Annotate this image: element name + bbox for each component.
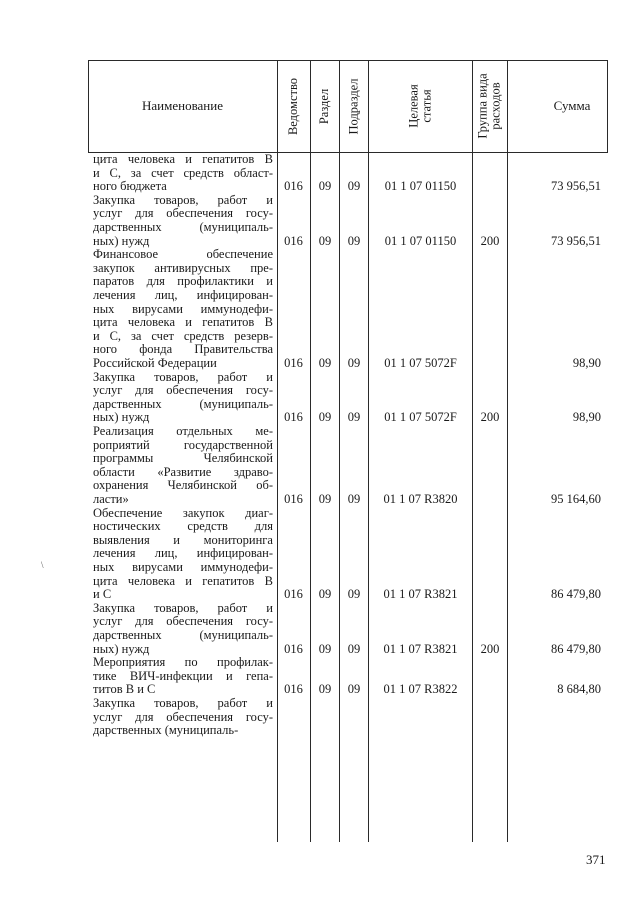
row-name-line: роприятий государственной — [93, 437, 273, 452]
row-name — [93, 425, 273, 507]
row-name-line: тике ВИЧ-инфекции и гепа- — [93, 668, 273, 683]
row-name-line: ностических средств для — [93, 519, 273, 534]
table-row — [0, 194, 640, 248]
row-sum: 95 164,60 — [551, 492, 601, 506]
row-dept: 016 — [284, 587, 303, 602]
row-group: 200 — [480, 410, 500, 425]
header-group — [473, 60, 507, 152]
row-name — [93, 371, 273, 425]
row-section: 09 — [318, 233, 332, 248]
header-section — [311, 60, 339, 152]
row-name-line: дарственных (муниципаль- — [93, 219, 273, 234]
row-section: 09 — [318, 410, 332, 425]
header-section-text: Раздел — [317, 88, 332, 124]
row-name-line: Обеспечение закупок диаг- — [93, 505, 273, 520]
row-subsection: 09 — [347, 492, 361, 506]
row-dept: 016 — [284, 179, 303, 194]
header-target-line2: статья — [419, 89, 434, 123]
row-section: 09 — [318, 682, 332, 697]
header-subsection-text: Подраздел — [346, 78, 361, 134]
table-right-border — [607, 60, 608, 153]
row-name-line: цита человека и гепатитов В — [93, 315, 273, 330]
header-dept — [278, 60, 310, 152]
row-name-line: дарственных (муниципаль- — [93, 723, 239, 738]
row-section: 09 — [318, 641, 332, 656]
header-subsection — [340, 60, 368, 152]
row-name-line: услуг для обеспечения госу- — [93, 614, 273, 629]
row-name-line: и С, за счет средств резерв- — [93, 328, 273, 343]
header-sum: Сумма — [553, 98, 591, 113]
header-dept-text: Ведомство — [286, 77, 301, 135]
row-name — [93, 248, 273, 370]
row-dept: 016 — [284, 682, 303, 697]
row-sum: 98,90 — [572, 410, 601, 425]
table-row — [0, 507, 640, 602]
row-name-line: дарственных (муниципаль- — [93, 396, 273, 411]
margin-mark: \ — [41, 560, 44, 570]
row-name — [93, 194, 273, 248]
row-group: 200 — [480, 641, 500, 656]
row-name-line: Закупка товаров, работ и — [93, 696, 273, 710]
row-section: 09 — [318, 355, 332, 370]
row-dept: 016 — [284, 492, 303, 506]
row-sum: 8 684,80 — [557, 682, 601, 697]
row-name-line: ных вирусами иммунодефи- — [93, 301, 273, 316]
row-name-line: и С, за счет средств област- — [93, 165, 273, 180]
row-name — [93, 697, 273, 738]
row-name — [93, 656, 273, 697]
row-section: 09 — [318, 587, 332, 602]
row-name-line: закупок антивирусных пре- — [93, 260, 273, 275]
row-name-line: лечения лиц, инфицирован- — [93, 546, 273, 561]
table-row — [0, 153, 640, 194]
row-subsection: 09 — [347, 410, 361, 425]
row-name — [93, 602, 273, 656]
header-target-text — [408, 84, 434, 127]
table-row — [0, 697, 640, 738]
row-target: 01 1 07 R3820 — [383, 492, 458, 506]
row-name-line: Финансовое обеспечение — [93, 247, 273, 262]
row-name-line: лечения лиц, инфицирован- — [93, 287, 273, 302]
row-name-line: Закупка товаров, работ и — [93, 600, 273, 615]
row-name-line: Закупка товаров, работ и — [93, 192, 273, 207]
table-row — [0, 602, 640, 656]
row-target: 01 1 07 5072F — [384, 410, 457, 425]
row-name — [93, 507, 273, 602]
row-target: 01 1 07 01150 — [384, 233, 457, 248]
row-name-line: Реализация отдельных ме- — [93, 424, 273, 438]
row-name-line: и С — [93, 587, 112, 602]
row-sum: 86 479,80 — [551, 641, 601, 656]
row-sum: 73 956,51 — [551, 179, 601, 194]
row-subsection: 09 — [347, 682, 361, 697]
row-name-line: услуг для обеспечения госу- — [93, 206, 273, 221]
row-name-line: дарственных (муниципаль- — [93, 627, 273, 642]
row-name-line: программы Челябинской — [93, 451, 273, 466]
row-target: 01 1 07 5072F — [384, 355, 457, 370]
row-target: 01 1 07 R3821 — [383, 587, 458, 602]
row-name-line: Мероприятия по профилак- — [93, 655, 273, 670]
header-target-line1: Целевая — [406, 84, 421, 128]
row-name-line: титов В и С — [93, 682, 156, 697]
row-name-line: ных вирусами иммунодефи- — [93, 559, 273, 574]
row-section: 09 — [318, 179, 332, 194]
row-sum: 73 956,51 — [551, 233, 601, 248]
header-group-text — [477, 73, 503, 138]
header-group-line1: Группа вида — [476, 73, 491, 139]
row-subsection: 09 — [347, 179, 361, 194]
row-name-line: охранения Челябинской об- — [93, 478, 273, 493]
row-sum: 98,90 — [572, 355, 601, 370]
row-dept: 016 — [284, 233, 303, 248]
row-name-line: услуг для обеспечения госу- — [93, 709, 273, 724]
header-target — [369, 60, 472, 152]
row-name-line: ных) нужд — [93, 410, 150, 425]
page-number: 371 — [586, 852, 606, 867]
table-row — [0, 248, 640, 370]
row-target: 01 1 07 R3821 — [383, 641, 458, 656]
row-dept: 016 — [284, 355, 303, 370]
row-subsection: 09 — [347, 587, 361, 602]
row-name-line: ласти» — [93, 491, 129, 506]
row-name-line: области «Развитие здраво- — [93, 464, 273, 479]
row-subsection: 09 — [347, 355, 361, 370]
table-row — [0, 656, 640, 697]
row-name-line: выявления и мониторинга — [93, 532, 273, 547]
row-subsection: 09 — [347, 233, 361, 248]
row-name-line: ных) нужд — [93, 641, 150, 656]
row-group: 200 — [480, 233, 500, 248]
row-target: 01 1 07 01150 — [384, 179, 457, 194]
row-name-line: ного бюджета — [93, 179, 167, 194]
header-group-line2: расходов — [489, 82, 504, 130]
row-name — [93, 153, 273, 194]
row-name-line: ных) нужд — [93, 233, 150, 248]
row-sum: 86 479,80 — [551, 587, 601, 602]
row-target: 01 1 07 R3822 — [383, 682, 458, 697]
row-name-line: Закупка товаров, работ и — [93, 369, 273, 384]
row-dept: 016 — [284, 410, 303, 425]
table-row — [0, 425, 640, 507]
row-dept: 016 — [284, 641, 303, 656]
row-name-line: Российской Федерации — [93, 355, 217, 370]
row-name-line: услуг для обеспечения госу- — [93, 383, 273, 398]
table-row — [0, 371, 640, 425]
row-section: 09 — [318, 492, 332, 506]
row-name-line: паратов для профилактики и — [93, 274, 273, 289]
row-name-line: цита человека и гепатитов В — [93, 152, 273, 166]
header-name: Наименование — [142, 98, 223, 113]
row-subsection: 09 — [347, 641, 361, 656]
row-name-line: цита человека и гепатитов В — [93, 573, 273, 588]
row-name-line: ного фонда Правительства — [93, 342, 273, 357]
